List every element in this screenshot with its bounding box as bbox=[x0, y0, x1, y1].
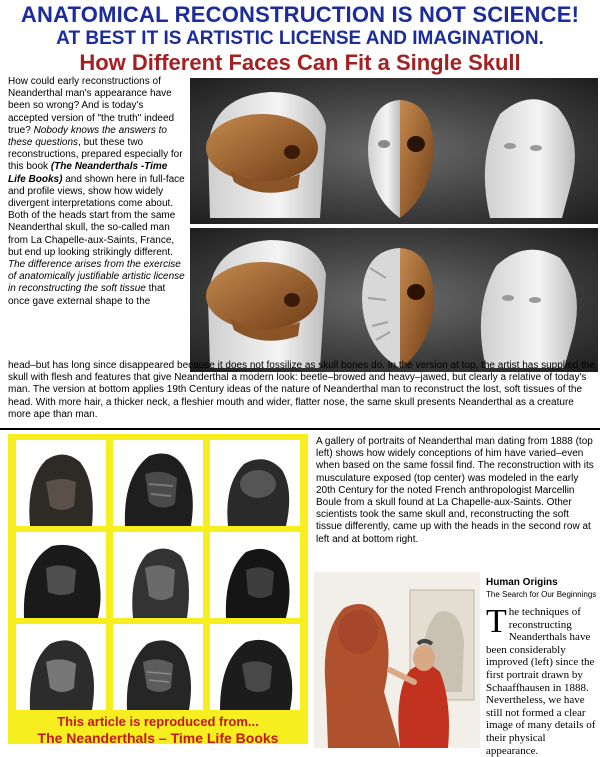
portrait-musculature bbox=[113, 440, 203, 526]
intro-text-1: How could early reconstructions of Neanderthal man's appearance have been so wrong? And is today's accepted version of "the truth" indeed true? bbox=[8, 76, 175, 136]
intro-text-2: , but these two reconstructions, prepared especially for this book bbox=[8, 137, 183, 173]
book-title: Human Origins bbox=[486, 577, 558, 588]
gallery-caption: A gallery of portraits of Neanderthal man dating from 1888 (top left) shows how widely conceptions of him have varied–even when based on the same fossil find. The reconstruction with its musculature exposed (top center) was modeled in the early 20th Century for the noted French anthropologist Marcellin Boule from a skull found at La Chapelle-aux-Saints. Other scientists took the same skull and, reconstructing the soft tissue differently, came up with the heads in the second row at left and at bottom right. bbox=[316, 436, 594, 545]
ape-bust-bottom bbox=[481, 250, 577, 368]
intro-paragraph bbox=[8, 76, 186, 308]
portrait-smiling bbox=[16, 624, 106, 710]
book-subtitle: The Search for Our Beginnings bbox=[486, 590, 597, 599]
intro-text-4: that once gave external shape to the bbox=[8, 283, 166, 307]
skull-reconstruction-photos bbox=[190, 78, 598, 372]
section-rule bbox=[0, 428, 600, 430]
intro-text-3: and shown here in full-face and profile views, show how widely divergent interpretations come about. Both of the heads start from the same Neanderthal skull, the so-called man from La Chapelle-aux-Saints, France, but end up looking strikingly different. bbox=[8, 173, 185, 258]
credit-line-book: The Neanderthals – Time Life Books bbox=[37, 730, 279, 746]
portrait-gallery bbox=[8, 434, 308, 744]
book-excerpt bbox=[486, 603, 598, 757]
headline-artistic-license: AT BEST IT IS ARTISTIC LICENSE AND IMAGINATION. bbox=[56, 28, 544, 49]
headline-not-science: ANATOMICAL RECONSTRUCTION IS NOT SCIENCE! bbox=[20, 2, 580, 27]
portrait-hairy bbox=[16, 532, 106, 618]
intro-italic-2: The difference arises from the exercise of anatomically justifiable artistic license in reconstructing the soft tissue bbox=[8, 259, 185, 295]
headline-faces-skull: How Different Faces Can Fit a Single Skull bbox=[79, 50, 521, 75]
credit-line-reproduced: This article is reproduced from... bbox=[57, 714, 259, 729]
intro-continuation: head–but has long since disappeared because it does not fossilize as skull bones do. In the version at top, the artist has supplied the skull with flesh and features that give Neanderthal a modern look: beetle–browed and heavy–jawed, but clearly a relative of today's man. The version at bottom applies 19th Century ideas of the nature of Neanderthal man to reconstruct the lost, soft tissues of the head. With more hair, a thicker neck, a fleshier mouth and wider, flatter nose, the same skull presents Neanderthal as a creature more ape than man. bbox=[8, 360, 596, 420]
photo-divider bbox=[190, 224, 598, 228]
portrait-dark-profile bbox=[210, 532, 300, 618]
book-excerpt-text: he techniques of reconstructing Neanderthals have been considerably improved (left) since the first portrait drawn by Schaaffhausen in 1888. Nevertheless, we have still not formed a clear image of many details of their physical appearance. bbox=[486, 606, 596, 757]
portrait-ape-like bbox=[210, 624, 300, 710]
portrait-1888 bbox=[16, 440, 106, 526]
portrait-wrinkled bbox=[113, 624, 203, 710]
skull-profile-bottom bbox=[206, 262, 318, 330]
skull-profile-top bbox=[206, 114, 318, 182]
intro-book-ref: (The Neanderthals -Time Life Books) bbox=[8, 161, 168, 185]
portrait-modern-look bbox=[113, 532, 203, 618]
portrait-bust-profile bbox=[210, 440, 300, 526]
artist-painting-photo bbox=[314, 572, 480, 748]
intro-italic-1: Nobody knows the answers to these questions bbox=[8, 124, 167, 149]
portrait-grid bbox=[16, 440, 300, 706]
dropcap-letter: T bbox=[486, 603, 507, 640]
